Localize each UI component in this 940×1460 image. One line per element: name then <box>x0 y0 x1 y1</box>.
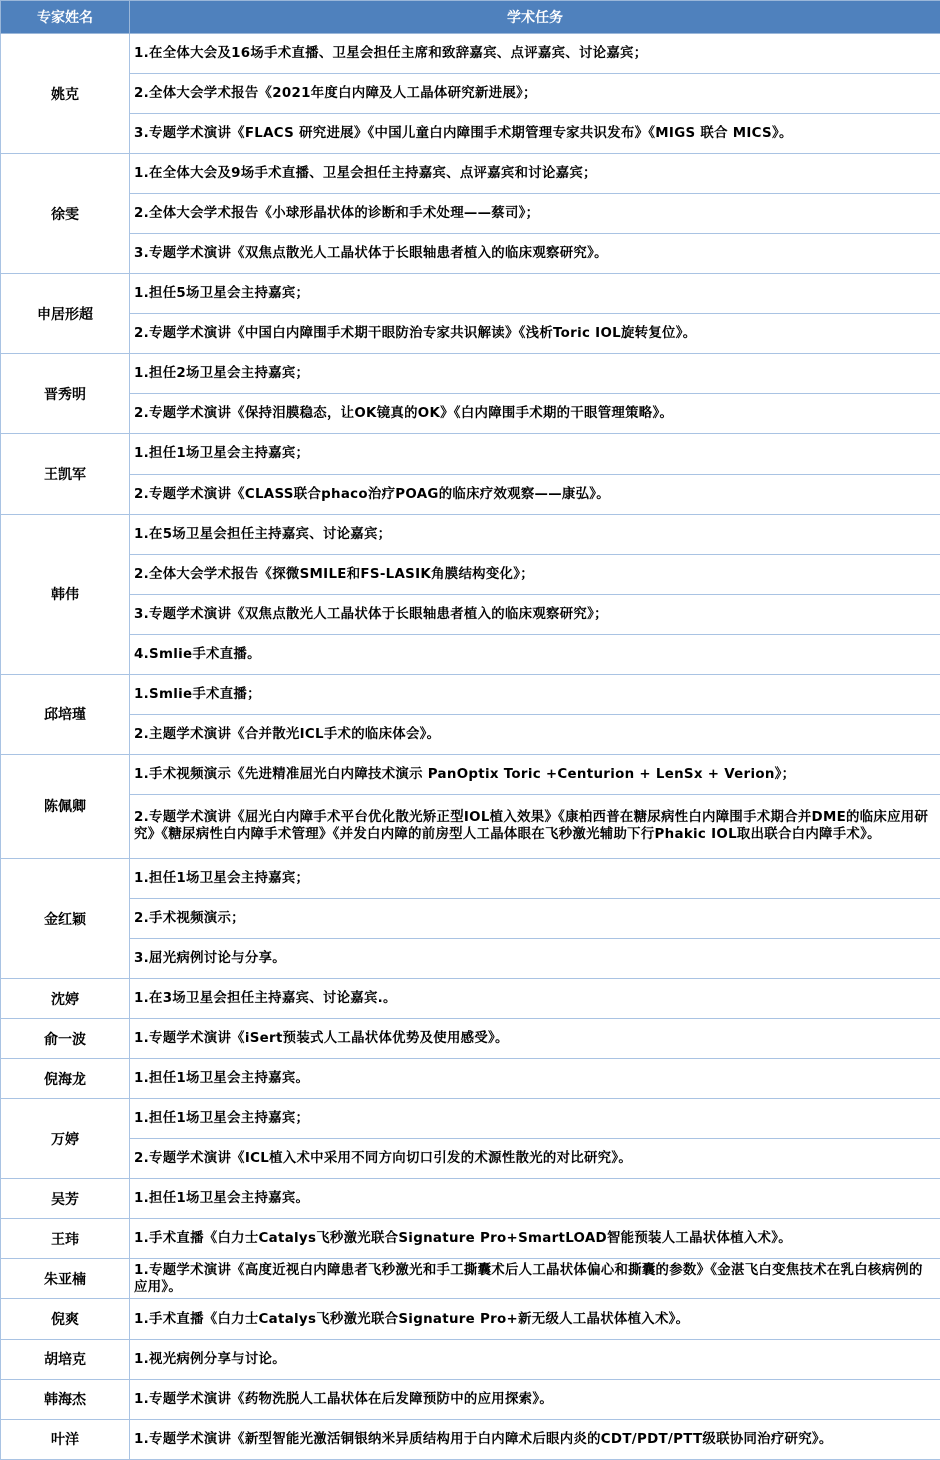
table-row <box>1 1339 940 1379</box>
table-row <box>1 754 940 794</box>
expert-name: 陈佩卿 <box>1 754 130 858</box>
table-row <box>1 274 940 314</box>
task-item: 2.专题学术演讲《保持泪膜稳态，让OK镜真的OK》《白内障围手术期的干眼管理策略》。 <box>130 394 940 434</box>
expert-name: 沈婷 <box>1 979 130 1019</box>
table-row <box>1 674 940 714</box>
table-header-row <box>1 1 940 34</box>
table-row <box>1 474 940 514</box>
task-item: 4.Smlie手术直播。 <box>130 634 940 674</box>
task-item: 1.专题学术演讲《高度近视白内障患者飞秒激光和手工撕囊术后人工晶状体偏心和撕囊的参数》《金湛飞白变焦技术在乳白核病例的应用》。 <box>130 1259 940 1299</box>
table-row <box>1 1019 940 1059</box>
task-item: 2.主题学术演讲《合并散光ICL手术的临床体会》。 <box>130 714 940 754</box>
task-item: 1.手术直播《白力士Catalys飞秒激光联合Signature Pro+新无级人工晶状体植入术》。 <box>130 1299 940 1339</box>
table-row <box>1 34 940 74</box>
table-row <box>1 858 940 898</box>
task-item: 2.全体大会学术报告《小球形晶状体的诊断和手术处理——蔡司》； <box>130 194 940 234</box>
table-row <box>1 939 940 979</box>
table-row <box>1 1099 940 1139</box>
table-row <box>1 114 940 154</box>
expert-name: 吴芳 <box>1 1179 130 1219</box>
task-item: 2.专题学术演讲《中国白内障围手术期干眼防治专家共识解读》《浅析Toric IOL旋转复位》。 <box>130 314 940 354</box>
expert-name: 万婷 <box>1 1099 130 1179</box>
header-academic-task: 学术任务 <box>130 1 940 34</box>
table-row <box>1 594 940 634</box>
task-item: 1.专题学术演讲《iSert预装式人工晶状体优势及使用感受》。 <box>130 1019 940 1059</box>
table-row <box>1 394 940 434</box>
table-row <box>1 1419 940 1459</box>
table-row <box>1 634 940 674</box>
task-item: 3.专题学术演讲《双焦点散光人工晶状体于长眼轴患者植入的临床观察研究》； <box>130 594 940 634</box>
task-item: 1.在5场卫星会担任主持嘉宾、讨论嘉宾； <box>130 514 940 554</box>
task-item: 3.专题学术演讲《FLACS 研究进展》《中国儿童白内障围手术期管理专家共识发布》《MIGS 联合 MICS》。 <box>130 114 940 154</box>
task-item: 1.担任5场卫星会主持嘉宾； <box>130 274 940 314</box>
table-row <box>1 354 940 394</box>
table-row <box>1 154 940 194</box>
task-item: 2.手术视频演示； <box>130 899 940 939</box>
task-item: 1.手术直播《白力士Catalys飞秒激光联合Signature Pro+SmartLOAD智能预装人工晶状体植入术》。 <box>130 1219 940 1259</box>
task-item: 1.担任1场卫星会主持嘉宾。 <box>130 1179 940 1219</box>
expert-name: 徐雯 <box>1 154 130 274</box>
task-item: 2.专题学术演讲《屈光白内障手术平台优化散光矫正型IOL植入效果》《康柏西普在糖尿病性白内障围手术期合并DME的临床应用研究》《糖尿病性白内障手术管理》《并发白内障的前房型人工晶体眼在飞秒激光辅助下行Phakic IOL取出联合白内障手术》。 <box>130 794 940 858</box>
task-item: 1.视光病例分享与讨论。 <box>130 1339 940 1379</box>
table-row <box>1 1259 940 1299</box>
task-item: 1.Smlie手术直播； <box>130 674 940 714</box>
expert-name: 金红颖 <box>1 858 130 978</box>
task-item: 2.专题学术演讲《ICL植入术中采用不同方向切口引发的术源性散光的对比研究》。 <box>130 1139 940 1179</box>
table-row <box>1 74 940 114</box>
expert-name: 叶洋 <box>1 1419 130 1459</box>
table-row <box>1 1219 940 1259</box>
table-row <box>1 1179 940 1219</box>
expert-name: 邱培瑾 <box>1 674 130 754</box>
task-item: 1.担任1场卫星会主持嘉宾； <box>130 434 940 474</box>
table-row <box>1 1379 940 1419</box>
task-item: 2.专题学术演讲《CLASS联合phaco治疗POAG的临床疗效观察——康弘》。 <box>130 474 940 514</box>
header-expert-name: 专家姓名 <box>1 1 130 34</box>
table-row <box>1 1299 940 1339</box>
task-item: 1.在3场卫星会担任主持嘉宾、讨论嘉宾.。 <box>130 979 940 1019</box>
expert-name: 韩伟 <box>1 514 130 674</box>
expert-name: 倪海龙 <box>1 1059 130 1099</box>
table-row <box>1 514 940 554</box>
expert-name: 王玮 <box>1 1219 130 1259</box>
task-item: 3.专题学术演讲《双焦点散光人工晶状体于长眼轴患者植入的临床观察研究》。 <box>130 234 940 274</box>
task-item: 1.在全体大会及9场手术直播、卫星会担任主持嘉宾、点评嘉宾和讨论嘉宾； <box>130 154 940 194</box>
task-item: 3.屈光病例讨论与分享。 <box>130 939 940 979</box>
expert-name: 朱亚楠 <box>1 1259 130 1299</box>
task-item: 1.担任1场卫星会主持嘉宾。 <box>130 1059 940 1099</box>
table-row <box>1 1139 940 1179</box>
task-item: 1.担任1场卫星会主持嘉宾； <box>130 1099 940 1139</box>
expert-name: 韩海杰 <box>1 1379 130 1419</box>
task-item: 1.在全体大会及16场手术直播、卫星会担任主席和致辞嘉宾、点评嘉宾、讨论嘉宾； <box>130 34 940 74</box>
expert-name: 王凯军 <box>1 434 130 514</box>
task-item: 2.全体大会学术报告《2021年度白内障及人工晶体研究新进展》； <box>130 74 940 114</box>
table-row <box>1 979 940 1019</box>
table-row <box>1 314 940 354</box>
table-row <box>1 714 940 754</box>
expert-name: 倪爽 <box>1 1299 130 1339</box>
table-row <box>1 234 940 274</box>
expert-name: 申居形超 <box>1 274 130 354</box>
task-item: 1.担任1场卫星会主持嘉宾； <box>130 858 940 898</box>
table-row <box>1 554 940 594</box>
task-item: 1.专题学术演讲《药物洗脱人工晶状体在后发障预防中的应用探索》。 <box>130 1379 940 1419</box>
task-item: 1.担任2场卫星会主持嘉宾； <box>130 354 940 394</box>
table-row <box>1 194 940 234</box>
task-item: 2.全体大会学术报告《探微SMILE和FS-LASIK角膜结构变化》； <box>130 554 940 594</box>
task-item: 1.手术视频演示《先进精准屈光白内障技术演示 PanOptix Toric +Centurion + LenSx + Verion》； <box>130 754 940 794</box>
table-row <box>1 1059 940 1099</box>
expert-name: 胡培克 <box>1 1339 130 1379</box>
expert-name: 俞一波 <box>1 1019 130 1059</box>
table-row <box>1 899 940 939</box>
table-row <box>1 794 940 858</box>
task-item: 1.专题学术演讲《新型智能光激活铜银纳米异质结构用于白内障术后眼内炎的CDT/PDT/PTT级联协同治疗研究》。 <box>130 1419 940 1459</box>
expert-name: 晋秀明 <box>1 354 130 434</box>
table-row <box>1 434 940 474</box>
expert-name: 姚克 <box>1 34 130 154</box>
